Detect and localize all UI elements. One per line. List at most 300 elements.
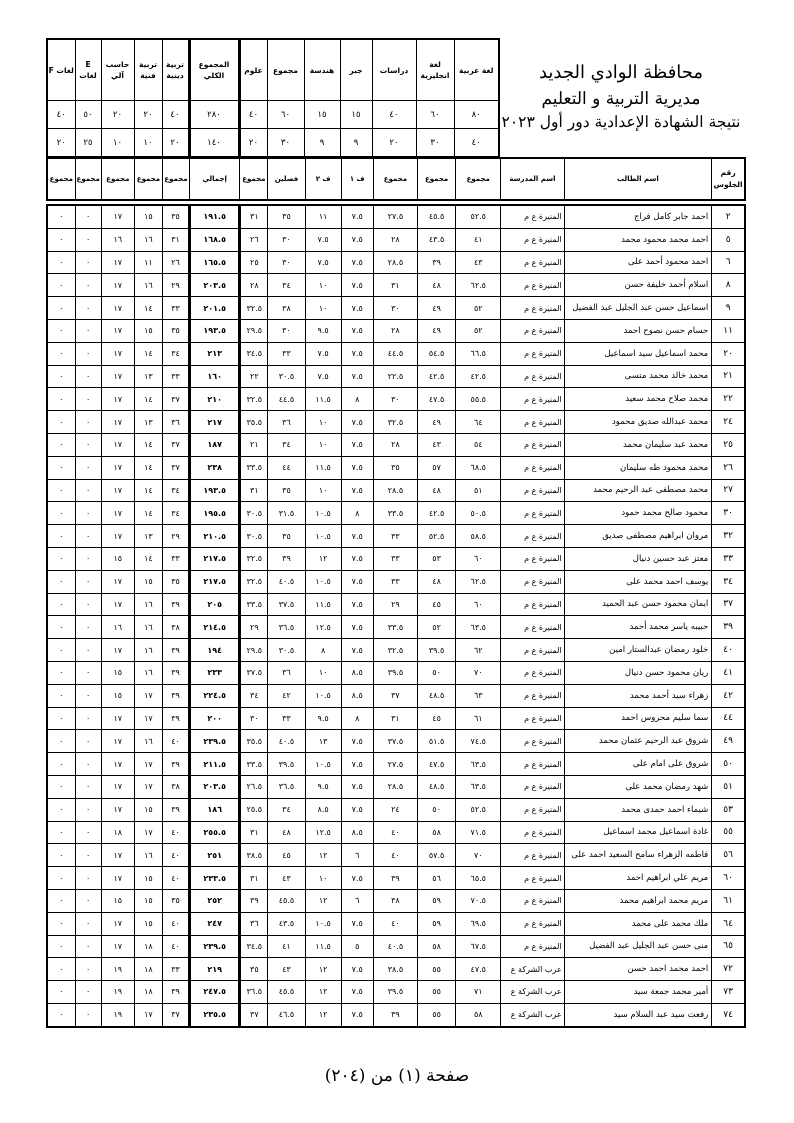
cell-f1: ٧.٥ (341, 274, 373, 297)
cell-f: ٠ (47, 433, 75, 456)
cell-comp: ١٧ (101, 867, 134, 890)
max-score: ١٥ (304, 101, 340, 129)
column-header: مجموع (101, 158, 134, 200)
cell-art: ١٧ (134, 821, 162, 844)
cell-art: ١٥ (134, 319, 162, 342)
cell-art: ١٥ (134, 570, 162, 593)
cell-ar: ٥٢.٥ (456, 798, 501, 821)
cell-ar: ٥٨.٥ (456, 525, 501, 548)
cell-e: ٠ (75, 867, 101, 890)
cell-en: ٣٩.٥ (418, 639, 456, 662)
directorate-title: مديرية التربية و التعليم (541, 89, 701, 109)
cell-seat: ٩ (712, 297, 745, 320)
cell-f1: ٧.٥ (341, 593, 373, 616)
cell-soc: ٢٧.٥ (373, 205, 417, 228)
cell-ar: ٦٥.٥ (456, 867, 501, 890)
cell-ar: ٦٤ (456, 411, 501, 434)
cell-f: ٠ (47, 411, 75, 434)
cell-total: ١٩٣.٥ (190, 319, 240, 342)
cell-seat: ٥١ (712, 775, 745, 798)
subject-header: تربية دينية (162, 39, 189, 101)
cell-fasl: ٤٥.٥ (268, 889, 305, 912)
column-header: مجموع (418, 158, 456, 200)
cell-e: ٠ (75, 433, 101, 456)
cell-f: ٠ (47, 365, 75, 388)
cell-total: ٢١١.٥ (190, 753, 240, 776)
cell-rel: ٣٩ (162, 639, 189, 662)
cell-math: ٢١ (240, 433, 268, 456)
cell-seat: ٥ (712, 228, 745, 251)
cell-math: ٣٢.٥ (240, 570, 268, 593)
cell-math: ٢٦.٥ (240, 775, 268, 798)
table-row (47, 661, 745, 684)
cell-rel: ٤٠ (162, 867, 189, 890)
cell-seat: ٢ (712, 205, 745, 228)
cell-fasl: ٣٣ (268, 342, 305, 365)
cell-f2: ١٣ (305, 730, 341, 753)
cell-en: ٥٥ (418, 958, 456, 981)
cell-e: ٠ (75, 297, 101, 320)
cell-math: ٣٢.٥ (240, 547, 268, 570)
cell-comp: ١٨ (101, 821, 134, 844)
cell-comp: ١٧ (101, 274, 134, 297)
cell-soc: ٣١ (373, 274, 417, 297)
cell-art: ١٦ (134, 730, 162, 753)
cell-ar: ٥٢ (456, 319, 501, 342)
cell-rel: ٤٠ (162, 730, 189, 753)
cell-art: ١٦ (134, 274, 162, 297)
cell-school: المنيرة ع م (501, 251, 564, 274)
cell-fasl: ٣٦ (268, 661, 305, 684)
cell-art: ١٤ (134, 456, 162, 479)
cell-soc: ٣٩ (373, 867, 417, 890)
cell-f: ٠ (47, 297, 75, 320)
cell-seat: ٧٣ (712, 981, 745, 1004)
cell-rel: ٣٣ (162, 958, 189, 981)
cell-en: ٥١.٥ (418, 730, 456, 753)
cell-f2: ١٠ (305, 867, 341, 890)
cell-rel: ٣٥ (162, 570, 189, 593)
cell-en: ٤٩ (418, 297, 456, 320)
cell-name: معتز عبد حسين دنيال (564, 547, 712, 570)
cell-comp: ١٧ (101, 593, 134, 616)
cell-fasl: ٣٥ (268, 525, 305, 548)
subject-header: F لغات (47, 39, 75, 101)
subject-header: حاسب آلي (101, 39, 134, 101)
table-row (47, 205, 745, 228)
results-table (46, 204, 746, 1028)
cell-comp: ١٧ (101, 456, 134, 479)
cell-total: ٢٢٤.٥ (190, 684, 240, 707)
cell-soc: ٣٣.٥ (373, 616, 417, 639)
cell-rel: ٣٣ (162, 365, 189, 388)
cell-total: ٢١٠ (190, 388, 240, 411)
max-score: ٤٠ (162, 101, 189, 129)
cell-comp: ١٥ (101, 684, 134, 707)
cell-en: ٥٩ (418, 889, 456, 912)
cell-rel: ٣٧ (162, 433, 189, 456)
cell-school: المنيرة ع م (501, 388, 564, 411)
cell-total: ١٩٥.٥ (190, 502, 240, 525)
cell-math: ٢٦ (240, 228, 268, 251)
max-min-scores-table (46, 38, 500, 158)
cell-ar: ٦٠ (456, 547, 501, 570)
table-row (47, 593, 745, 616)
cell-en: ٤٨ (418, 479, 456, 502)
cell-name: محمد محمود طه سليمان (564, 456, 712, 479)
cell-ar: ٤٢.٥ (456, 365, 501, 388)
cell-f: ٠ (47, 593, 75, 616)
subject-header: تربية فنية (134, 39, 162, 101)
cell-art: ١٥ (134, 912, 162, 935)
cell-e: ٠ (75, 388, 101, 411)
cell-comp: ١٥ (101, 547, 134, 570)
cell-f: ٠ (47, 844, 75, 867)
table-row (47, 707, 745, 730)
column-headers (46, 157, 746, 201)
cell-fasl: ٤٥.٥ (268, 981, 305, 1004)
cell-fasl: ٣٨ (268, 297, 305, 320)
cell-f1: ٧.٥ (341, 251, 373, 274)
cell-e: ٠ (75, 639, 101, 662)
cell-f: ٠ (47, 958, 75, 981)
cell-f: ٠ (47, 935, 75, 958)
cell-f: ٠ (47, 274, 75, 297)
cell-seat: ٥٥ (712, 821, 745, 844)
cell-name: ايمان محمود حسن عبد الحميد (564, 593, 712, 616)
cell-fasl: ٣٤ (268, 433, 305, 456)
cell-comp: ١٧ (101, 433, 134, 456)
cell-f1: ٧.٥ (341, 1003, 373, 1026)
cell-name: اسلام أحمد خليفة حسن (564, 274, 712, 297)
cell-math: ٣٤.٥ (240, 342, 268, 365)
cell-fasl: ٣٤ (268, 798, 305, 821)
cell-e: ٠ (75, 958, 101, 981)
cell-fasl: ٣١.٥ (268, 502, 305, 525)
cell-comp: ١٧ (101, 365, 134, 388)
cell-total: ٢٣٥.٥ (190, 1003, 240, 1026)
cell-en: ٤٣.٥ (418, 228, 456, 251)
cell-name: خلود رمضان عبدالستار امين (564, 639, 712, 662)
cell-rel: ٤٠ (162, 821, 189, 844)
cell-school: المنيرة ع م (501, 411, 564, 434)
cell-name: مريم محمد ابراهيم محمد (564, 889, 712, 912)
max-score: ٥٠ (75, 101, 101, 129)
cell-seat: ٤٢ (712, 684, 745, 707)
cell-ar: ٧١.٥ (456, 821, 501, 844)
cell-rel: ٤٠ (162, 912, 189, 935)
cell-fasl: ٣٠.٥ (268, 365, 305, 388)
table-row (47, 456, 745, 479)
cell-art: ١٤ (134, 342, 162, 365)
cell-comp: ١٧ (101, 297, 134, 320)
cell-soc: ٣٠ (373, 297, 417, 320)
subject-header: جبر (340, 39, 372, 101)
cell-e: ٠ (75, 753, 101, 776)
subject-header: دراسات (372, 39, 416, 101)
cell-name: محمد خالد محمد متسى (564, 365, 712, 388)
max-score: ٢٨٠ (189, 101, 239, 129)
cell-seat: ٢٤ (712, 411, 745, 434)
cell-ar: ٦١ (456, 707, 501, 730)
cell-school: المنيرة ع م (501, 593, 564, 616)
cell-art: ١٦ (134, 228, 162, 251)
cell-total: ٢١٧.٥ (190, 547, 240, 570)
cell-soc: ٤٠ (373, 821, 417, 844)
cell-comp: ١٧ (101, 525, 134, 548)
cell-total: ٢١٤.٥ (190, 616, 240, 639)
cell-fasl: ٣٠ (268, 251, 305, 274)
cell-e: ٠ (75, 684, 101, 707)
cell-en: ٤٧.٥ (418, 388, 456, 411)
table-row (47, 319, 745, 342)
cell-en: ٥٠ (418, 798, 456, 821)
cell-comp: ١٩ (101, 981, 134, 1004)
cell-art: ١٣ (134, 525, 162, 548)
cell-math: ٣٩ (240, 889, 268, 912)
cell-f: ٠ (47, 981, 75, 1004)
cell-f1: ٧.٥ (341, 342, 373, 365)
cell-f2: ١١.٥ (305, 456, 341, 479)
cell-rel: ٤٠ (162, 935, 189, 958)
cell-seat: ٢٦ (712, 456, 745, 479)
cell-seat: ٣٧ (712, 593, 745, 616)
cell-soc: ٢٢.٥ (373, 365, 417, 388)
cell-school: المنيرة ع م (501, 319, 564, 342)
cell-f2: ٧.٥ (305, 251, 341, 274)
cell-f1: ٧.٥ (341, 456, 373, 479)
cell-art: ١٥ (134, 798, 162, 821)
cell-f2: ١٢ (305, 889, 341, 912)
cell-seat: ٢١ (712, 365, 745, 388)
cell-name: محمد عبدالله صديق محمود (564, 411, 712, 434)
cell-ar: ٦٨.٥ (456, 456, 501, 479)
cell-f1: ٧.٥ (341, 205, 373, 228)
cell-e: ٠ (75, 730, 101, 753)
cell-rel: ٣٧ (162, 388, 189, 411)
cell-school: المنيرة ع م (501, 205, 564, 228)
cell-math: ٣٥.٥ (240, 730, 268, 753)
cell-rel: ٢٦ (162, 251, 189, 274)
max-score: ٤٠ (47, 101, 75, 129)
cell-f2: ١٠ (305, 661, 341, 684)
cell-seat: ٣٩ (712, 616, 745, 639)
page-number: صفحة (١) من (٢٠٤) (324, 1066, 470, 1086)
table-row (47, 570, 745, 593)
cell-total: ٢٠٥ (190, 593, 240, 616)
cell-ar: ٧١ (456, 981, 501, 1004)
cell-soc: ٢٩ (373, 593, 417, 616)
header-titles (496, 62, 746, 131)
table-row (47, 958, 745, 981)
cell-ar: ٤١ (456, 228, 501, 251)
cell-art: ١٦ (134, 639, 162, 662)
cell-comp: ١٧ (101, 935, 134, 958)
table-row (47, 479, 745, 502)
cell-f1: ٨.٥ (341, 661, 373, 684)
cell-f: ٠ (47, 251, 75, 274)
cell-comp: ١٧ (101, 502, 134, 525)
cell-soc: ٣٢.٥ (373, 639, 417, 662)
cell-f1: ٧.٥ (341, 616, 373, 639)
cell-comp: ١٧ (101, 205, 134, 228)
cell-f: ٠ (47, 912, 75, 935)
governorate-title: محافظة الوادي الجديد (538, 62, 704, 83)
cell-f1: ٨ (341, 707, 373, 730)
cell-comp: ١٦ (101, 616, 134, 639)
cell-e: ٠ (75, 502, 101, 525)
cell-name: محمود صالح محمد حمود (564, 502, 712, 525)
cell-school: المنيرة ع م (501, 889, 564, 912)
table-row (47, 547, 745, 570)
min-score: ١٠ (134, 129, 162, 158)
cell-e: ٠ (75, 707, 101, 730)
cell-math: ٣١ (240, 821, 268, 844)
cell-soc: ٢٨.٥ (373, 775, 417, 798)
table-row (47, 411, 745, 434)
cell-math: ٣٠.٥ (240, 502, 268, 525)
subject-header: علوم (239, 39, 267, 101)
cell-name: رفعت سيد عبد السلام سيد (564, 1003, 712, 1026)
cell-f1: ٧.٥ (341, 730, 373, 753)
cell-fasl: ٣٩ (268, 547, 305, 570)
cell-soc: ٤٤.٥ (373, 342, 417, 365)
cell-art: ١١ (134, 251, 162, 274)
cell-name: أمير محمد جمعة سيد (564, 981, 712, 1004)
cell-en: ٥٨ (418, 935, 456, 958)
cell-total: ٢٣٣ (190, 661, 240, 684)
min-score: ٢٠ (239, 129, 267, 158)
cell-seat: ٥٦ (712, 844, 745, 867)
cell-e: ٠ (75, 775, 101, 798)
table-row (47, 274, 745, 297)
cell-soc: ٣٣.٥ (373, 502, 417, 525)
subject-header: E لغات (75, 39, 101, 101)
cell-soc: ٣٥ (373, 456, 417, 479)
cell-e: ٠ (75, 479, 101, 502)
cell-f: ٠ (47, 502, 75, 525)
cell-f2: ١٠.٥ (305, 912, 341, 935)
cell-school: المنيرة ع م (501, 935, 564, 958)
cell-f1: ٧.٥ (341, 297, 373, 320)
table-row (47, 844, 745, 867)
cell-e: ٠ (75, 570, 101, 593)
min-score: ١٤٠ (189, 129, 239, 158)
cell-math: ٢٥.٥ (240, 798, 268, 821)
cell-fasl: ٤٣.٥ (268, 912, 305, 935)
cell-comp: ١٧ (101, 753, 134, 776)
cell-comp: ١٧ (101, 775, 134, 798)
cell-school: المنيرة ع م (501, 821, 564, 844)
cell-math: ٣٣.٥ (240, 456, 268, 479)
table-row (47, 753, 745, 776)
cell-f1: ٧.٥ (341, 753, 373, 776)
cell-name: محمد اسماعيل سيد اسماعيل (564, 342, 712, 365)
cell-rel: ٣٩ (162, 798, 189, 821)
cell-ar: ٥٥.٥ (456, 388, 501, 411)
cell-f2: ١٠ (305, 433, 341, 456)
cell-comp: ١٥ (101, 889, 134, 912)
cell-school: المنيرة ع م (501, 867, 564, 890)
cell-en: ٤٥ (418, 593, 456, 616)
cell-en: ٥٠ (418, 661, 456, 684)
table-row (47, 821, 745, 844)
cell-soc: ٢٨ (373, 228, 417, 251)
cell-math: ٣٨.٥ (240, 844, 268, 867)
cell-name: منى حسن عبد الجليل عبد الفضيل (564, 935, 712, 958)
cell-f2: ١٠.٥ (305, 753, 341, 776)
cell-en: ٥٢ (418, 616, 456, 639)
table-row (47, 684, 745, 707)
cell-name: احمد محمد احمد حسن (564, 958, 712, 981)
cell-school: المنيرة ع م (501, 753, 564, 776)
cell-f2: ١٢ (305, 1003, 341, 1026)
cell-art: ١٥ (134, 889, 162, 912)
cell-en: ٤٨.٥ (418, 775, 456, 798)
cell-rel: ٣٥ (162, 889, 189, 912)
cell-name: شروق عبد الرحيم عثمان محمد (564, 730, 712, 753)
min-score: ٩ (304, 129, 340, 158)
cell-school: المنيرة ع م (501, 639, 564, 662)
cell-f1: ٧.٥ (341, 525, 373, 548)
cell-name: مريم علي ابراهيم احمد (564, 867, 712, 890)
cell-math: ٣٥.٥ (240, 411, 268, 434)
cell-total: ٢٣٨ (190, 456, 240, 479)
cell-ar: ٤٣ (456, 251, 501, 274)
cell-soc: ٣٣ (373, 525, 417, 548)
cell-total: ٢٤٧ (190, 912, 240, 935)
cell-math: ٣٠ (240, 707, 268, 730)
cell-seat: ٧٢ (712, 958, 745, 981)
cell-seat: ٣٠ (712, 502, 745, 525)
cell-school: عرب الشركة ع (501, 958, 564, 981)
cell-comp: ١٧ (101, 730, 134, 753)
cell-soc: ٣٨.٥ (373, 958, 417, 981)
cell-f2: ١٠.٥ (305, 684, 341, 707)
cell-rel: ٣٦ (162, 411, 189, 434)
cell-en: ٤٥.٥ (418, 205, 456, 228)
cell-seat: ٤٩ (712, 730, 745, 753)
cell-f2: ١٢.٥ (305, 616, 341, 639)
cell-en: ٤٨ (418, 274, 456, 297)
cell-fasl: ٤٣ (268, 867, 305, 890)
cell-fasl: ٤١ (268, 935, 305, 958)
cell-math: ٣٦.٥ (240, 981, 268, 1004)
cell-fasl: ٣٤ (268, 274, 305, 297)
cell-e: ٠ (75, 205, 101, 228)
cell-rel: ٣٥ (162, 205, 189, 228)
cell-total: ١٦٠ (190, 365, 240, 388)
cell-soc: ٢٨.٥ (373, 479, 417, 502)
cell-math: ٣٠.٥ (240, 525, 268, 548)
cell-soc: ٤٠ (373, 912, 417, 935)
cell-ar: ٦٧.٥ (456, 935, 501, 958)
cell-school: المنيرة ع م (501, 456, 564, 479)
cell-math: ٣٧ (240, 1003, 268, 1026)
cell-f: ٠ (47, 228, 75, 251)
cell-fasl: ٣٥ (268, 205, 305, 228)
cell-school: المنيرة ع م (501, 479, 564, 502)
cell-en: ٤٧.٥ (418, 753, 456, 776)
cell-total: ٢٠١.٥ (190, 297, 240, 320)
cell-f2: ١١.٥ (305, 935, 341, 958)
cell-math: ٢٢ (240, 365, 268, 388)
cell-fasl: ٣٧.٥ (268, 593, 305, 616)
cell-f: ٠ (47, 821, 75, 844)
cell-e: ٠ (75, 821, 101, 844)
cell-school: المنيرة ع م (501, 365, 564, 388)
cell-school: المنيرة ع م (501, 707, 564, 730)
